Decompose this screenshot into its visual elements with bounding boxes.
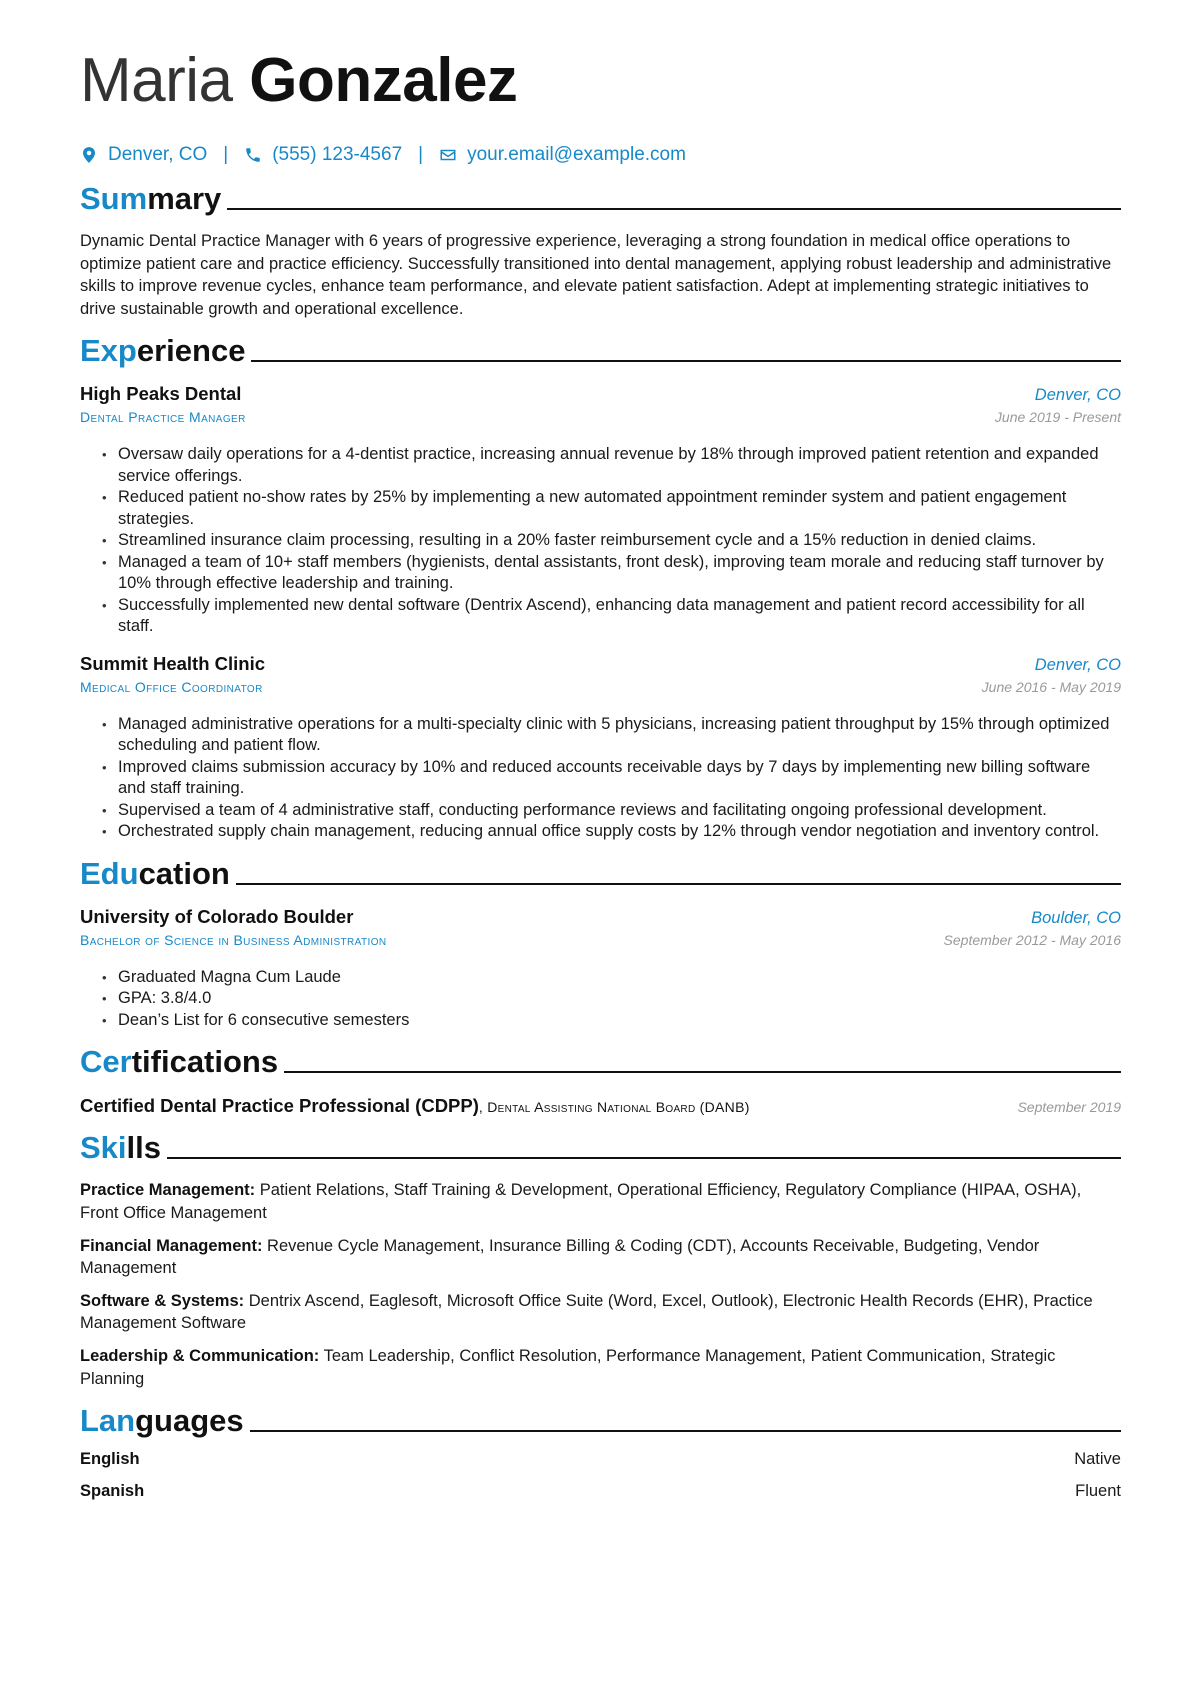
phone-text: (555) 123-4567 <box>272 144 403 165</box>
resume-page <box>80 44 1121 1502</box>
section-rule <box>236 883 1121 885</box>
school-location: Boulder, CO <box>1031 908 1121 927</box>
section-title: Education <box>80 855 230 891</box>
certification-name: Certified Dental Practice Professional (CDPP) <box>80 1095 479 1117</box>
school-name: University of Colorado Boulder <box>80 905 354 927</box>
skill-group: Leadership & Communication: Team Leadership, Conflict Resolution, Performance Management, Patient Communication, Strategic Planning <box>80 1346 1056 1388</box>
job-bullets <box>102 714 1121 843</box>
section-languages-heading <box>80 1402 1121 1438</box>
list-item: • Supervised a team of 4 administrative staff, conducting performance reviews and facilitating ongoing professional development. <box>102 800 1121 822</box>
job-entry <box>80 382 1121 638</box>
list-item: • Reduced patient no-show rates by 25% by implementing a new automated appointment reminder system and patient engagement strategies. <box>102 487 1121 530</box>
job-entry <box>80 652 1121 843</box>
job-location: Denver, CO <box>1034 655 1121 674</box>
section-experience-heading <box>80 332 1121 368</box>
phone-icon <box>244 146 262 164</box>
location-text: Denver, CO <box>108 144 208 165</box>
language-level: Fluent <box>1075 1482 1121 1501</box>
candidate-name <box>80 44 1121 118</box>
education-dates: September 2012 - May 2016 <box>943 931 1121 948</box>
contact-line <box>80 142 1121 168</box>
section-skills-heading <box>80 1129 1121 1165</box>
list-item: • Oversaw daily operations for a 4-dentist practice, increasing annual revenue by 18% through improved patient retention and expanded service offerings. <box>102 444 1121 487</box>
skill-group: Practice Management: Patient Relations, Staff Training & Development, Operational Efficiency, Regulatory Compliance (HIPAA, OSHA), Front Office Management <box>80 1181 1082 1222</box>
list-item: • Managed a team of 10+ staff members (hygienists, dental assistants, front desk), improving team morale and reducing staff turnover by 10% through effective leadership and training. <box>102 552 1121 595</box>
list-item: • Dean’s List for 6 consecutive semesters <box>102 1010 1121 1032</box>
envelope-icon <box>439 146 457 164</box>
certification-issuer: , Dental Assisting National Board (DANB) <box>478 1099 750 1116</box>
last-name: Gonzalez <box>249 46 518 115</box>
list-item: • Improved claims submission accuracy by 10% and reduced accounts receivable days by 7 days by implementing new billing software and staff training. <box>102 757 1121 800</box>
certification-date: September 2019 <box>1017 1099 1121 1116</box>
contact-email[interactable] <box>439 144 686 166</box>
summary-text: Dynamic Dental Practice Manager with 6 years of progressive experience, leveraging a strong foundation in medical office operations to optimize patient care and practice efficiency. Successfully transitioned into dental management, applying robust leadership and administrative skills to improve revenue cycles, enhance team performance, and elevate patient satisfaction. Adept at implementing strategic initiatives to drive sustainable growth and operational excellence. <box>80 232 1112 318</box>
list-item: • Graduated Magna Cum Laude <box>102 967 1121 989</box>
section-education-heading <box>80 855 1121 891</box>
skills-list <box>80 1179 1121 1390</box>
job-company: High Peaks Dental <box>80 383 242 405</box>
job-location: Denver, CO <box>1034 386 1121 405</box>
section-title: Experience <box>80 333 246 369</box>
section-rule <box>251 360 1121 362</box>
degree: Bachelor of Science in Business Administration <box>80 931 387 948</box>
contact-phone[interactable] <box>244 144 402 166</box>
section-title: Languages <box>80 1403 244 1439</box>
job-dates: June 2016 - May 2019 <box>981 678 1121 695</box>
list-item: • Successfully implemented new dental software (Dentrix Ascend), enhancing data management and patient record accessibility for all staff. <box>102 595 1121 638</box>
education-bullets <box>102 967 1121 1032</box>
map-marker-icon <box>80 146 98 164</box>
list-item: • GPA: 3.8/4.0 <box>102 988 1121 1010</box>
list-item: • Managed administrative operations for a multi-specialty clinic with 5 physicians, increasing patient throughput by 15% through optimized scheduling and patient flow. <box>102 714 1121 757</box>
section-rule <box>167 1157 1121 1159</box>
contact-separator: | <box>223 144 229 165</box>
skill-group: Financial Management: Revenue Cycle Management, Insurance Billing & Coding (CDT), Accounts Receivable, Budgeting, Vendor Management <box>80 1236 1040 1278</box>
language-row <box>80 1448 1121 1470</box>
section-rule <box>250 1430 1121 1432</box>
section-title: Summary <box>80 181 222 216</box>
language-name: English <box>80 1450 140 1469</box>
section-title: Certifications <box>80 1044 279 1080</box>
section-summary-heading <box>80 180 1121 216</box>
language-row <box>80 1480 1121 1502</box>
job-dates: June 2019 - Present <box>994 409 1121 426</box>
language-level: Native <box>1074 1450 1121 1469</box>
job-title: Medical Office Coordinator <box>80 678 263 695</box>
list-item: • Orchestrated supply chain management, reducing annual office supply costs by 12% through vendor negotiation and inventory control. <box>102 821 1121 843</box>
language-name: Spanish <box>80 1482 145 1501</box>
job-company: Summit Health Clinic <box>80 652 266 674</box>
certification-entry <box>80 1095 1121 1117</box>
job-bullets <box>102 444 1121 638</box>
section-certifications-heading <box>80 1043 1121 1079</box>
languages-list <box>80 1448 1121 1502</box>
contact-location <box>80 144 207 166</box>
email-text: your.email@example.com <box>467 144 686 165</box>
section-title: Skills <box>80 1130 161 1166</box>
section-rule <box>227 208 1121 210</box>
skill-group: Software & Systems: Dentrix Ascend, Eaglesoft, Microsoft Office Suite (Word, Excel, Outlook), Electronic Health Records (EHR), Practice Management Software <box>80 1291 1093 1333</box>
job-title: Dental Practice Manager <box>80 409 246 426</box>
section-rule <box>284 1071 1121 1073</box>
contact-separator: | <box>418 144 424 165</box>
list-item: • Streamlined insurance claim processing, resulting in a 20% faster reimbursement cycle and a 15% reduction in denied claims. <box>102 530 1121 552</box>
education-entry <box>80 905 1121 1032</box>
first-name: Maria <box>80 46 233 115</box>
